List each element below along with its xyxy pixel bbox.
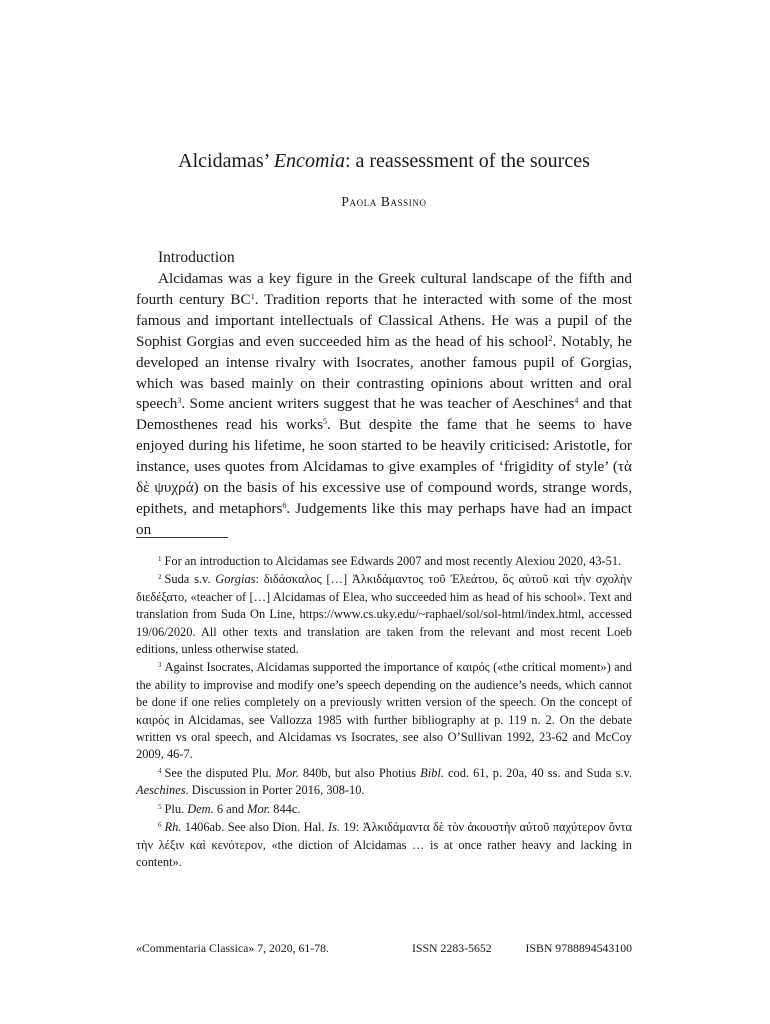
footnote-ref-6[interactable]: 6 bbox=[282, 500, 287, 510]
footnote-italic: Mor. bbox=[247, 801, 271, 816]
footnote-italic: Mor. bbox=[275, 765, 299, 780]
footnote-text: . Discussion in Porter 2016, 308-10. bbox=[185, 783, 365, 798]
footnote-2 bbox=[136, 571, 632, 658]
footnote-number: 6 bbox=[158, 821, 162, 830]
author-name: Paola Bassino bbox=[341, 194, 427, 209]
body-text-2: . Tradition reports that he interacted with some of the most famous and important intellectuals of Classical Athens. He was a pupil of the Sophist Gorgias and even succeeded him as the head of his school bbox=[136, 290, 632, 350]
journal-citation: «Commentaria Classica» 7, 2020, 61-78. bbox=[136, 941, 329, 955]
footnote-italic: Rh. bbox=[164, 820, 182, 835]
body-text-5: and that Demosthenes read his works bbox=[136, 395, 632, 434]
title-italic: Encomia bbox=[273, 150, 345, 172]
footnote-number: 4 bbox=[158, 766, 162, 775]
footnote-text: For an introduction to Alcidamas see Edwards 2007 and most recently Alexiou 2020, 43-51. bbox=[164, 554, 622, 568]
footnote-6 bbox=[136, 819, 632, 871]
footnote-text: Plu. bbox=[164, 801, 188, 816]
footnote-italic: Bibl. bbox=[420, 765, 444, 780]
footnote-ref-5[interactable]: 5 bbox=[323, 417, 328, 427]
footnote-ref-4[interactable]: 4 bbox=[574, 396, 579, 406]
footnote-italic: Dem. bbox=[187, 801, 214, 816]
footnote-4 bbox=[136, 765, 632, 800]
footnote-ref-2[interactable]: 2 bbox=[548, 333, 553, 343]
body-paragraph bbox=[136, 269, 632, 541]
footnote-ref-3[interactable]: 3 bbox=[177, 396, 182, 406]
footnote-5 bbox=[136, 801, 632, 818]
footnote-text: 1406ab. See also Dion. Hal. bbox=[181, 820, 328, 835]
footnote-text: 844c. bbox=[270, 801, 301, 816]
footnote-number: 5 bbox=[158, 802, 162, 811]
footnote-number: 3 bbox=[158, 661, 162, 670]
footnote-number: 2 bbox=[158, 573, 162, 582]
footnote-italic: Aeschines bbox=[136, 783, 186, 798]
title-part-1: Alcidamas’ bbox=[178, 150, 274, 172]
footnote-text: See the disputed Plu. bbox=[164, 765, 276, 780]
title-part-2: : a reassessment of the sources bbox=[344, 150, 590, 172]
body-text-6: . But despite the fame that he seems to have enjoyed during his lifetime, he soon started to be heavily criticised: Aristotle, for instance, uses quotes from Alcidamas to give examples of ‘frigidity of style’ (τὰ δὲ ψυχρά) on the basis of his excessive use of compound words, strange words, epithets, and metaphors bbox=[136, 416, 632, 517]
footnote-ref-1[interactable]: 1 bbox=[250, 291, 255, 301]
footnote-text: cod. 61, p. 20a, 40 ss. and Suda s.v. bbox=[443, 765, 632, 780]
issn: ISSN 2283-5652 bbox=[412, 941, 492, 955]
footnote-3 bbox=[136, 659, 632, 763]
footnote-separator bbox=[136, 537, 228, 538]
body-text-1: Alcidamas was a key figure in the Greek cultural landscape of the fifth and fourth century BC bbox=[136, 270, 632, 308]
section-heading: Introduction bbox=[158, 249, 235, 266]
paper-title bbox=[136, 148, 632, 174]
footnote-text: 6 and bbox=[213, 801, 248, 816]
footnote-text: : διδάσκαλος […] Ἀλκιδάμαντος τοῦ Ἐλεάτου, ὃς αὐτοῦ καὶ τὴν σχολὴν διεδέξατο, «teacher of […] Alcidamas of Elea, who succeeded him as head of his school». Text and translation from Suda On Line, https://www.cs.uky.edu/~raphael/sol/sol-html/index.html, accessed 19/06/2020. All other texts and translation are taken from the relevant and most recent Loeb editions, unless otherwise stated. bbox=[136, 572, 632, 657]
body-text-7: . Judgements like this may perhaps have had an impact on bbox=[136, 499, 632, 538]
body-text-3: . Notably, he developed an intense rivalry with Isocrates, another famous pupil of Gorgias, which was based mainly on their contrasting opinions about written and oral speech bbox=[136, 332, 632, 413]
footnote-1 bbox=[136, 553, 632, 570]
footnote-italic: Gorgias bbox=[215, 572, 256, 587]
footnote-text: 19: Ἀλκιδάμαντα δὲ τὸν ἀκουστὴν αὐτοῦ παχύτερον ὄντα τὴν λέξιν καὶ κενότερον, «the diction of Alcidamas … is at once rather heavy and lacking in content». bbox=[136, 820, 632, 869]
footnote-text: 840b, but also Photius bbox=[298, 765, 421, 780]
footnote-text: Suda s.v. bbox=[164, 572, 216, 587]
body-text-4: . Some ancient writers suggest that he was teacher of Aeschines bbox=[181, 395, 575, 413]
footnote-text: Against Isocrates, Alcidamas supported the importance of καιρός («the critical moment») and the ability to improvise and modify one’s speech depending on the audience’s needs, which cannot be done if one relies completely on a previously written version of the speech. On the concept of καιρός in Alcidamas, see Vallozza 1985 with further bibliography at p. 119 n. 2. On the debate written vs oral speech, and Alcidamas vs Isocrates, see also O’Sullivan 1992, 23-62 and McCoy 2009, 46-7. bbox=[136, 660, 632, 762]
footnote-number: 1 bbox=[158, 555, 162, 563]
isbn: ISBN 9788894543100 bbox=[525, 941, 632, 955]
footnote-italic: Is. bbox=[327, 820, 341, 835]
footnotes bbox=[136, 553, 632, 872]
